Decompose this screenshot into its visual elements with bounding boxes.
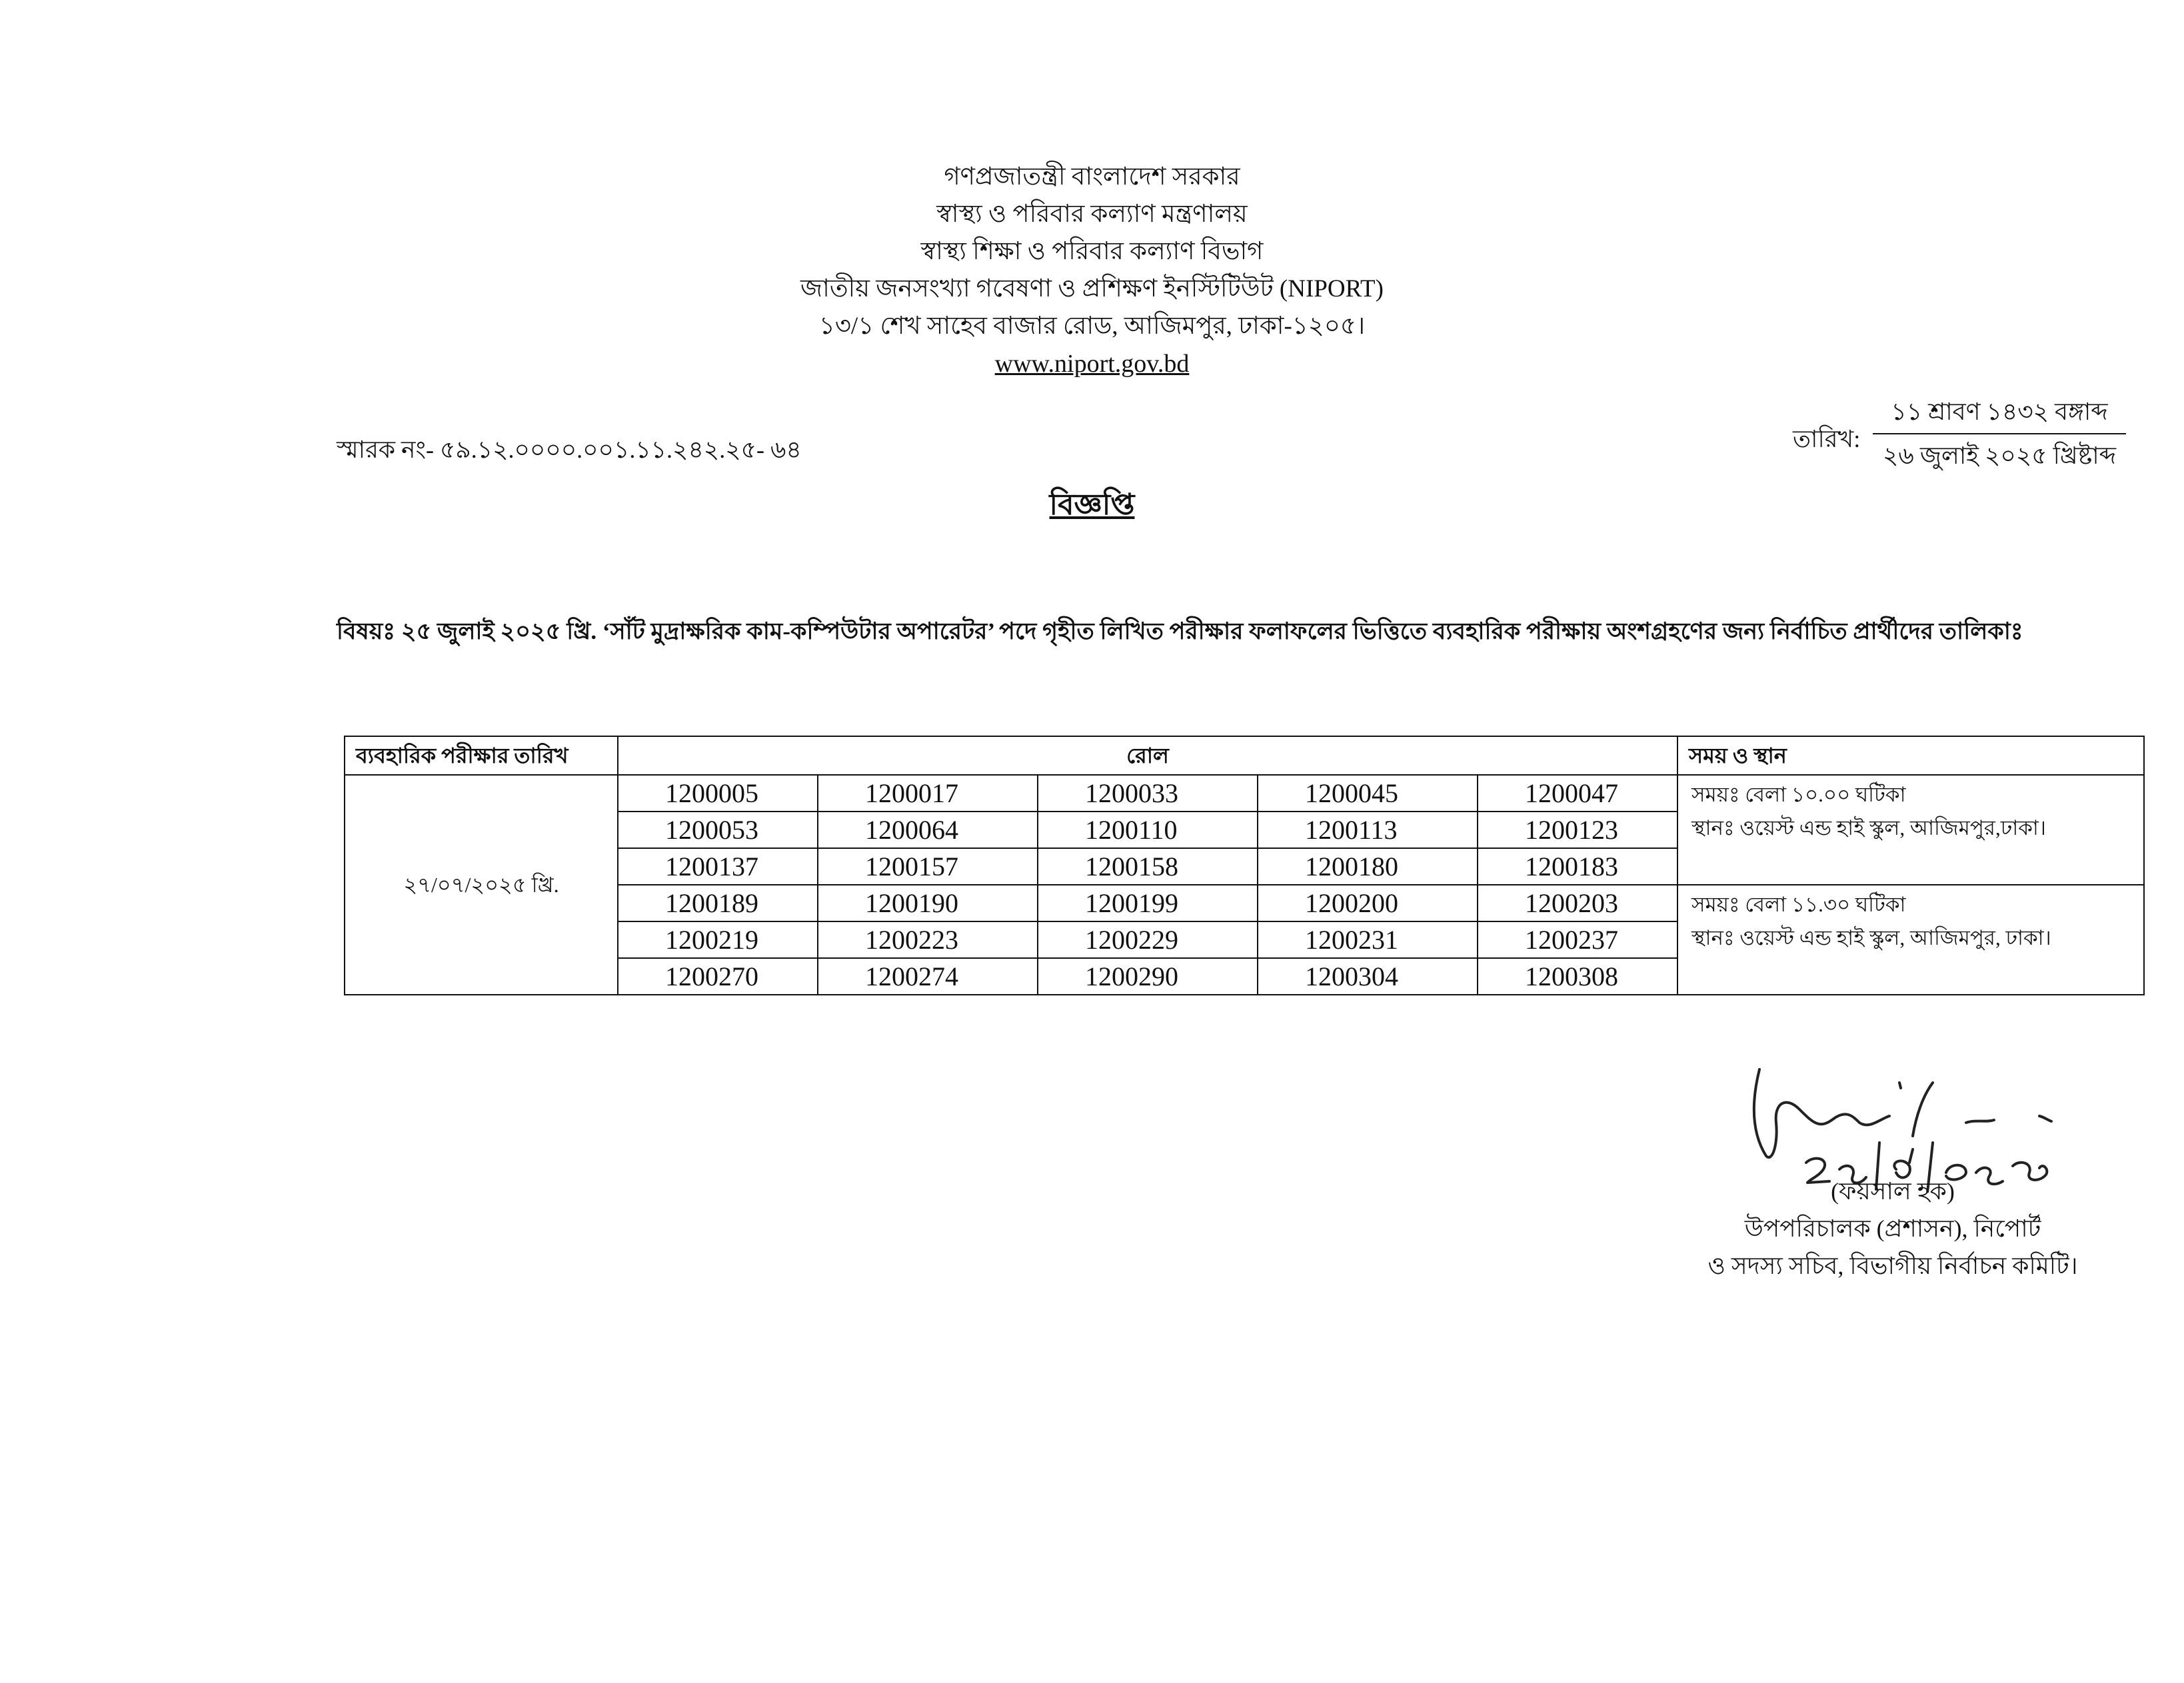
roll-cell: 1200231 xyxy=(1258,921,1478,958)
roll-cell: 1200110 xyxy=(1038,812,1258,848)
schedule-time: সময়ঃ বেলা ১০.০০ ঘটিকা xyxy=(1691,783,1906,806)
header-roll: রোল xyxy=(618,736,1677,775)
schedule-venue: স্থানঃ ওয়েস্ট এন্ড হাই স্কুল, আজিমপুর,ঢাকা। xyxy=(1691,816,2046,840)
date-block xyxy=(1873,393,2126,474)
date-gregorian: ২৬ জুলাই ২০২৫ খ্রিষ্টাব্দ xyxy=(1883,442,2116,469)
roll-cell: 1200200 xyxy=(1258,885,1478,921)
govt-name: গণপ্রজাতন্ত্রী বাংলাদেশ সরকার xyxy=(944,163,1240,191)
table-row xyxy=(345,775,2144,812)
roll-cell: 1200064 xyxy=(818,812,1038,848)
notice-subject: বিষয়ঃ ২৫ জুলাই ২০২৫ খ্রি. ‘সাঁট মুদ্রাক্ষরিক কাম-কম্পিউটার অপারেটর’ পদে গৃহীত লিখিত পরীক্ষার ফলাফলের ভিত্তিতে ব্যবহারিক পরীক্ষায় অংশগ্রহণের জন্য নির্বাচিত প্রার্থীদের তালিকাঃ xyxy=(337,618,2023,644)
roll-cell: 1200157 xyxy=(818,848,1038,885)
roll-cell: 1200304 xyxy=(1258,958,1478,995)
signatory-block xyxy=(1626,1173,2159,1285)
institute-address: ১৩/১ শেখ সাহেব বাজার রোড, আজিমপুর, ঢাকা-১২০৫। xyxy=(818,312,1366,340)
table-header-row xyxy=(345,736,2144,775)
roll-cell: 1200053 xyxy=(618,812,818,848)
letterhead xyxy=(0,159,2184,382)
roll-cell: 1200158 xyxy=(1038,848,1258,885)
schedule-time: সময়ঃ বেলা ১১.৩০ ঘটিকা xyxy=(1691,893,1906,916)
roll-cell: 1200190 xyxy=(818,885,1038,921)
schedule-cell-1 xyxy=(1677,775,2144,885)
roll-cell: 1200229 xyxy=(1038,921,1258,958)
roll-cell: 1200137 xyxy=(618,848,818,885)
division-name: স্বাস্থ্য শিক্ষা ও পরিবার কল্যাণ বিভাগ xyxy=(920,238,1264,265)
signatory-designation: উপপরিচালক (প্রশাসন), নিপোর্ট xyxy=(1744,1215,2041,1242)
roll-cell: 1200219 xyxy=(618,921,818,958)
date-bangla: ১১ শ্রাবণ ১৪৩২ বঙ্গাব্দ xyxy=(1873,393,2126,434)
signatory-name: (ফয়সাল হক) xyxy=(1831,1178,1955,1205)
roll-cell: 1200199 xyxy=(1038,885,1258,921)
roll-cell: 1200189 xyxy=(618,885,818,921)
date-label: তারিখ: xyxy=(1793,426,1861,452)
roll-cell: 1200180 xyxy=(1258,848,1478,885)
institute-name: জাতীয় জনসংখ্যা গবেষণা ও প্রশিক্ষণ ইনস্টিটিউট (NIPORT) xyxy=(800,275,1384,302)
header-exam-date: ব্যবহারিক পরীক্ষার তারিখ xyxy=(345,736,618,775)
website-link[interactable]: www.niport.gov.bd xyxy=(994,350,1190,378)
roll-cell: 1200290 xyxy=(1038,958,1258,995)
roll-cell: 1200237 xyxy=(1478,921,1677,958)
roll-cell: 1200033 xyxy=(1038,775,1258,812)
roll-cell: 1200005 xyxy=(618,775,818,812)
results-table xyxy=(344,736,2145,995)
roll-cell: 1200047 xyxy=(1478,775,1677,812)
notice-title: বিজ্ঞপ্তি xyxy=(1049,488,1135,521)
signatory-role: ও সদস্য সচিব, বিভাগীয় নির্বাচন কমিটি। xyxy=(1707,1253,2078,1279)
header-schedule: সময় ও স্থান xyxy=(1677,736,2144,775)
roll-cell: 1200123 xyxy=(1478,812,1677,848)
roll-cell: 1200017 xyxy=(818,775,1038,812)
roll-cell: 1200203 xyxy=(1478,885,1677,921)
roll-cell: 1200308 xyxy=(1478,958,1677,995)
roll-cell: 1200223 xyxy=(818,921,1038,958)
roll-cell: 1200270 xyxy=(618,958,818,995)
memo-number: স্মারক নং- ৫৯.১২.০০০০.০০১.১১.২৪২.২৫- ৬৪ xyxy=(337,436,802,463)
roll-cell: 1200113 xyxy=(1258,812,1478,848)
schedule-cell-2 xyxy=(1677,885,2144,995)
schedule-venue: স্থানঃ ওয়েস্ট এন্ড হাই স্কুল, আজিমপুর, ঢাকা। xyxy=(1691,926,2051,949)
roll-cell: 1200274 xyxy=(818,958,1038,995)
ministry-name: স্বাস্থ্য ও পরিবার কল্যাণ মন্ত্রণালয় xyxy=(936,201,1248,228)
exam-date-cell: ২৭/০৭/২০২৫ খ্রি. xyxy=(345,775,618,995)
roll-cell: 1200045 xyxy=(1258,775,1478,812)
roll-cell: 1200183 xyxy=(1478,848,1677,885)
